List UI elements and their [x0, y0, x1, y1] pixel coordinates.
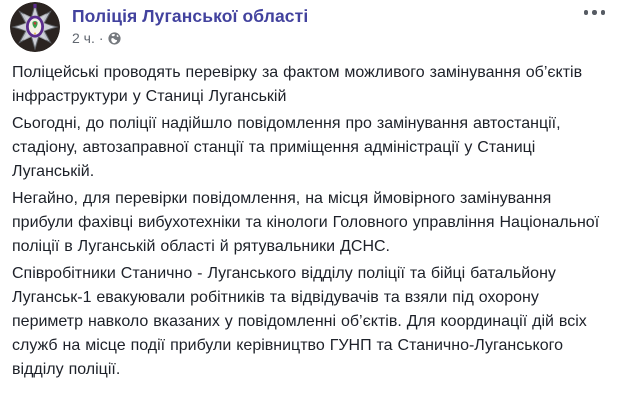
more-dot	[584, 10, 589, 15]
header-text	[72, 2, 308, 47]
post-paragraph: Сьогодні, до поліції надійшло повідомлення про замінування автостанції, стадіону, автозаправної станції та приміщення адміністрації у Станиці Луганській.	[12, 115, 561, 180]
page-avatar[interactable]	[10, 2, 60, 52]
meta-separator: ·	[98, 30, 104, 46]
more-dot	[592, 10, 597, 15]
post-options-button[interactable]	[580, 6, 610, 19]
post-timestamp[interactable]: 2 ч.	[72, 30, 95, 46]
post-meta	[72, 30, 308, 47]
globe-public-icon	[108, 32, 121, 45]
post-paragraph: Поліцейські проводять перевірку за фактом можливого замінування об’єктів інфраструктури у Станиці Луганській	[12, 64, 583, 105]
post-paragraph: Співробітники Станично - Луганського відділу поліції та бійці батальйону Луганськ-1 евакуювали робітників та відвідувачів та взяли під охорону периметр навколо вказаних у повідомленні об’єктів. Для координації дій всіх служб на місце події прибули керівництво ГУНП та Станично-Луганського відділу поліції.	[12, 265, 587, 378]
post-header	[0, 0, 619, 52]
more-dot	[601, 10, 606, 15]
post-body	[0, 61, 619, 382]
post-paragraph: Негайно, для перевірки повідомлення, на місця ймовірного замінування прибули фахівці вибухотехніки та кінологи Головного управління Національної поліції в Луганській області й рятувальники ДСНС.	[12, 190, 600, 255]
police-emblem-icon	[10, 2, 60, 52]
page-name-link[interactable]: Поліція Луганської області	[72, 6, 309, 26]
